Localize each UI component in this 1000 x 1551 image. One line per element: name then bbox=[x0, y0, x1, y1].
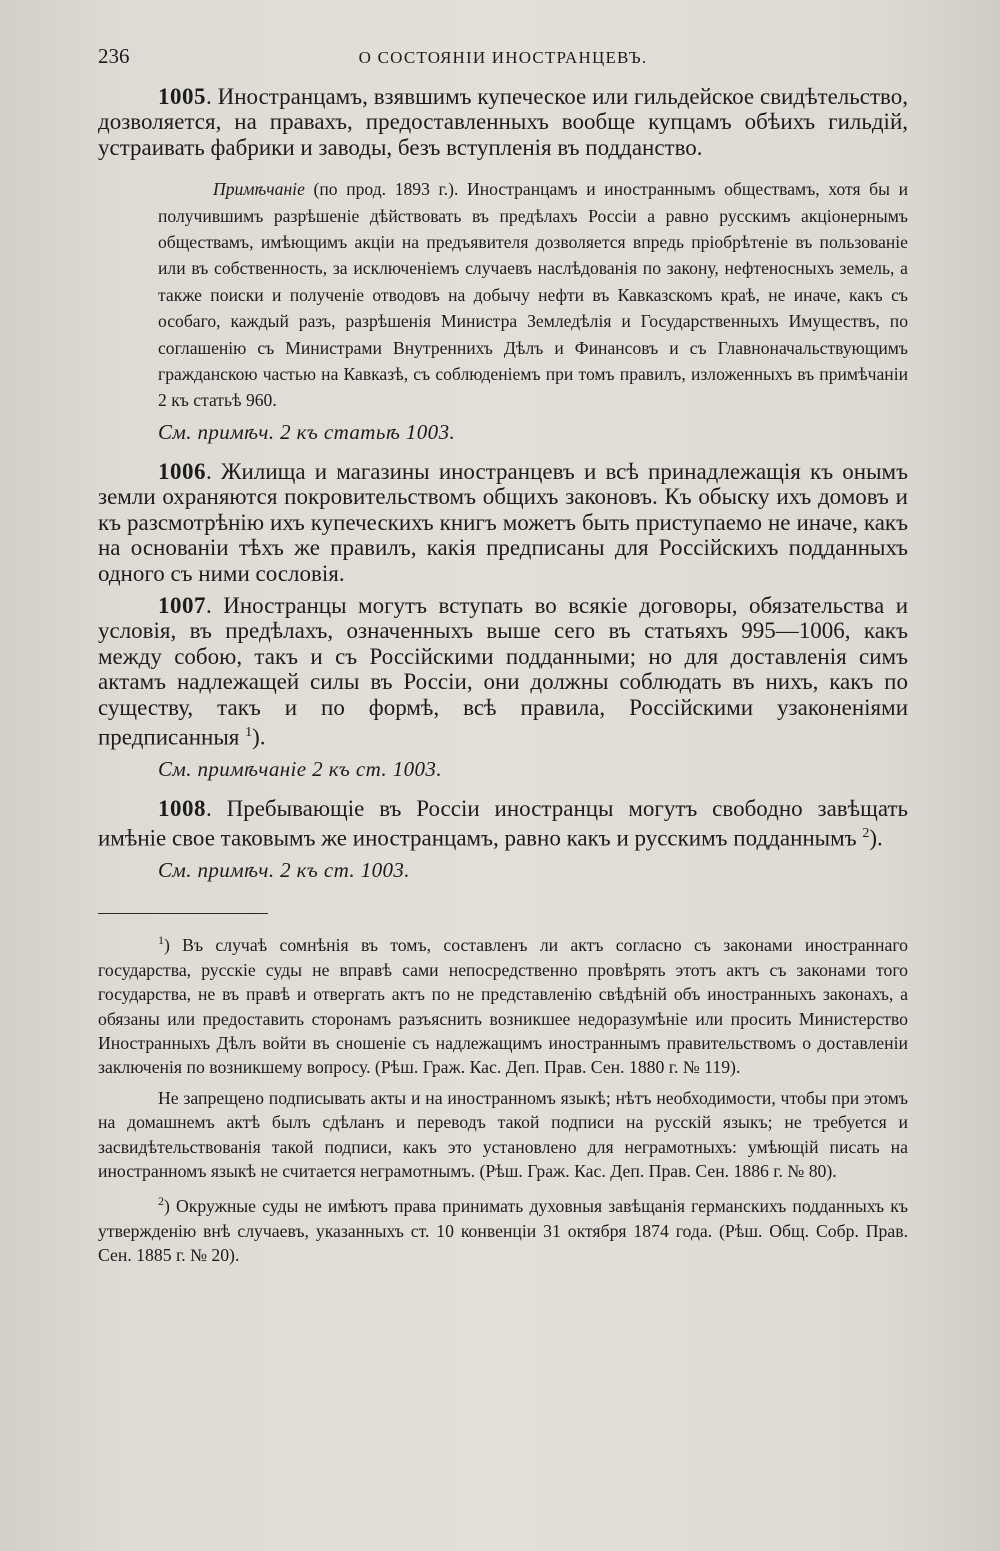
footnote-2 bbox=[98, 1189, 908, 1267]
cross-reference-1007: См. примѣчаніе 2 къ ст. 1003. bbox=[158, 757, 442, 781]
footnote-1-continued: Не запрещено подписывать акты и на иностранномъ языкѣ; нѣтъ необходимости, чтобы при этомъ на домашнемъ актѣ былъ сдѣланъ и переводъ такой подписи на русскій языкъ; не требуется и засвидѣтельствованія такой подписи, какъ это установлено для неграмотныхъ: умѣющій писать на иностранномъ языкѣ не считается неграмотнымъ. (Рѣш. Граж. Кас. Деп. Прав. Сен. 1886 г. № 80). bbox=[98, 1087, 908, 1182]
footnote-1 bbox=[98, 928, 908, 1079]
article-number: 1005 bbox=[158, 84, 206, 109]
footnote-mark: 1 bbox=[245, 724, 253, 740]
article-number: 1007 bbox=[158, 592, 206, 618]
cross-reference-1008: См. примѣч. 2 къ ст. 1003. bbox=[158, 858, 410, 883]
note-label: Примѣчаніе bbox=[213, 179, 305, 200]
article-text: . Жилища и магазины иностранцевъ и всѣ принадлежащія къ онымъ земли охраняются покровительствомъ общихъ законовъ. Къ обыску ихъ домовъ и къ разсмотрѣнію ихъ купеческихъ книгъ можетъ быть приступаемо не иначе, какъ на основаніи тѣхъ же правилъ, какія предписаны для Россійскихъ подданныхъ одного съ ними сословія. bbox=[98, 458, 908, 586]
article-tail: ). bbox=[869, 826, 883, 852]
page-number: 236 bbox=[98, 44, 130, 68]
article-1007 bbox=[98, 593, 908, 750]
footnote-divider bbox=[98, 913, 268, 914]
page-header bbox=[98, 44, 908, 84]
footnote-text: ) Въ случаѣ сомнѣнія въ томъ, составленъ ли актъ согласно съ законами иностраннаго государства, русскіе суды не вправѣ сами непосредственно провѣрять этотъ актъ съ законами того государства, не въ правѣ и отвергать актъ по не представленію свѣдѣній объ иностранныхъ законахъ, а обязаны или предоставить сторонамъ разъяснить возникшее недоразумѣніе или просить Министерство Иностранныхъ Дѣлъ войти въ сношеніе съ надлежащимъ иностраннымъ правительствомъ о доставленіи заключенія по возникшему вопросу. (Рѣш. Граж. Кас. Деп. Прав. Сен. 1880 г. № 119). bbox=[98, 935, 908, 1078]
article-1005 bbox=[98, 84, 908, 160]
note-text: (по прод. 1893 г.). Иностранцамъ и иностраннымъ обществамъ, хотя бы и получившимъ разрѣшеніе дѣйствовать въ предѣлахъ Россіи а равно русскимъ акціонернымъ обществамъ, имѣющимъ акціи на предъявителя дозволяется впредь пріобрѣтеніе въ пользованіе или въ собственность, за исключеніемъ случаевъ наслѣдованія по закону, нефтеносныхъ земель, а также поиски и полученіе отводовъ на добычу нефти въ Кавказскомъ краѣ, не иначе, какъ съ особаго, каждый разъ, разрѣшенія Министра Земледѣлія и Государственныхъ Имуществъ, по соглашенію съ Министрами Внутреннихъ Дѣлъ и Финансовъ и съ Главноначальствующимъ гражданскою частью на Кавказѣ, съ соблюденіемъ при томъ правилъ, изложенныхъ въ примѣчаніи 2 къ статьѣ 960. bbox=[158, 179, 908, 411]
article-text: . Пребывающіе въ Россіи иностранцы могутъ свободно завѣщать имѣніе свое таковымъ же иностранцамъ, равно какъ и русскимъ подданнымъ bbox=[98, 796, 908, 852]
footnote-number: 2 bbox=[158, 1194, 164, 1209]
note-1005 bbox=[158, 176, 908, 414]
cross-reference-1005: См. примѣч. 2 къ статьѣ 1003. bbox=[158, 419, 456, 444]
article-tail: ). bbox=[252, 724, 266, 750]
article-1006 bbox=[98, 459, 908, 586]
article-number: 1006 bbox=[158, 458, 206, 484]
footnote-number: 1 bbox=[158, 933, 164, 948]
article-text: . Иностранцамъ, взявшимъ купеческое или гильдейское свидѣтельство, дозволяется, на правахъ, предоставленныхъ вообще купцамъ обѣихъ гильдій, устраивать фабрики и заводы, безъ вступленія въ подданство. bbox=[98, 84, 908, 160]
footnote-mark: 2 bbox=[862, 826, 870, 842]
article-number: 1008 bbox=[158, 796, 206, 821]
footnote-text: ) Окружные суды не имѣютъ права принимать духовныя завѣщанія германскихъ подданныхъ къ утвержденію внѣ случаевъ, указанныхъ ст. 10 конвенціи 31 октября 1874 года. (Рѣш. Общ. Собр. Прав. Сен. 1885 г. № 20). bbox=[98, 1196, 908, 1266]
running-title: О СОСТОЯНІИ ИНОСТРАНЦЕВЪ. bbox=[358, 48, 648, 67]
article-1008 bbox=[98, 796, 908, 851]
article-text: . Иностранцы могутъ вступать во всякіе договоры, обязательства и условія, въ предѣлахъ, означенныхъ выше сего въ статьяхъ 995—1006, какъ между собою, такъ и съ Россійскими подданными; но для доставленія симъ актамъ надлежащей силы въ Россіи, они должны соблюдать въ нихъ, какъ по существу, такъ и по формѣ, всѣ правила, Россійскими узаконеніями предписанныя bbox=[98, 592, 908, 750]
